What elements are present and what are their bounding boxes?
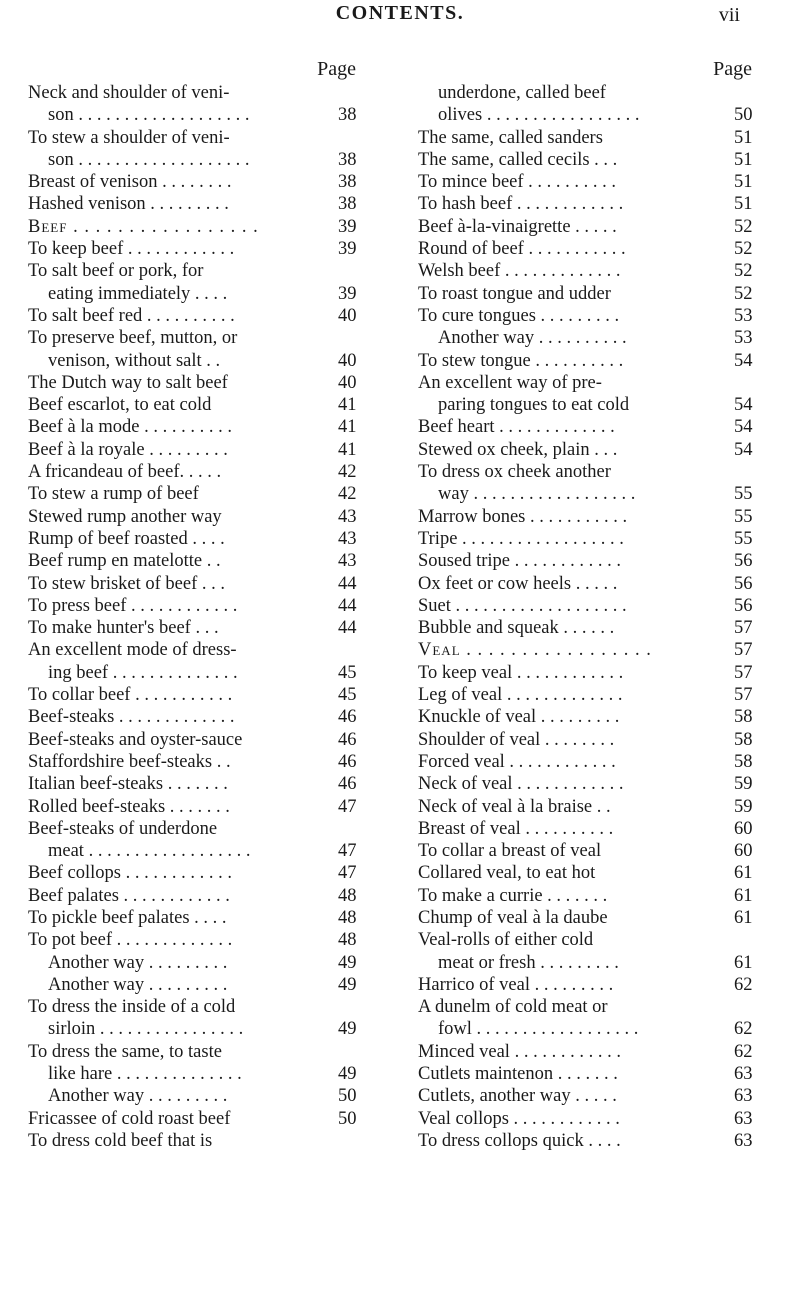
entry-page-number: 46 — [338, 707, 357, 728]
entry-page-number: 44 — [338, 595, 357, 616]
contents-entry — [28, 1108, 390, 1130]
entry-title: sirloin . . . . . . . . . . . . . . . . — [48, 1019, 244, 1040]
contents-entry — [418, 1041, 786, 1063]
entry-title: Harrico of veal . . . . . . . . . — [418, 974, 614, 995]
contents-entry — [418, 840, 786, 862]
contents-entry — [418, 394, 786, 416]
contents-entry — [28, 416, 390, 438]
entry-title: An excellent way of pre- — [418, 372, 602, 393]
entry-title: Breast of venison . . . . . . . . — [28, 172, 232, 193]
contents-entry — [28, 238, 390, 260]
entry-page-number: 58 — [734, 729, 753, 750]
contents-entry — [418, 461, 786, 483]
entry-title: The same, called sanders — [418, 127, 603, 148]
entry-title: Tripe . . . . . . . . . . . . . . . . . . — [418, 528, 624, 549]
entry-page-number: 48 — [338, 907, 357, 928]
contents-entry — [418, 483, 786, 505]
entry-title: Fricassee of cold roast beef — [28, 1108, 231, 1129]
entry-title: To stew brisket of beef . . . — [28, 573, 226, 594]
contents-entry — [28, 550, 390, 572]
entry-title: An excellent mode of dress- — [28, 640, 237, 661]
entry-title: To dress the inside of a cold — [28, 997, 236, 1018]
entry-page-number: 54 — [734, 439, 753, 460]
entry-page-number: 49 — [338, 1019, 357, 1040]
entry-page-number: 47 — [338, 863, 357, 884]
entry-title: To stew tongue . . . . . . . . . . — [418, 350, 624, 371]
entry-title: Shoulder of veal . . . . . . . . — [418, 729, 615, 750]
entry-page-number: 57 — [734, 662, 753, 683]
contents-entry — [418, 149, 786, 171]
contents-entry — [28, 974, 390, 996]
entry-page-number: 63 — [734, 1108, 753, 1129]
entry-title: son . . . . . . . . . . . . . . . . . . . — [48, 105, 250, 126]
entry-page-number: 62 — [734, 974, 753, 995]
entry-title: Collared veal, to eat hot — [418, 863, 596, 884]
entry-title: A fricandeau of beef. . . . . — [28, 462, 222, 483]
entry-title: To keep veal . . . . . . . . . . . . — [418, 662, 624, 683]
entry-title: Beef escarlot, to eat cold — [28, 395, 212, 416]
entry-title: Ox feet or cow heels . . . . . — [418, 573, 618, 594]
contents-entry — [418, 327, 786, 349]
contents-entry — [418, 193, 786, 215]
contents-entry — [418, 617, 786, 639]
entry-title: Veal-rolls of either cold — [418, 930, 594, 951]
entry-page-number: 62 — [734, 1019, 753, 1040]
entry-title: Another way . . . . . . . . . — [48, 1086, 228, 1107]
contents-entry — [418, 639, 786, 661]
entry-title: To dress cold beef that is — [28, 1130, 213, 1151]
contents-entry — [28, 350, 390, 372]
entry-title: To pickle beef palates . . . . — [28, 907, 227, 928]
entry-page-number: 62 — [734, 1041, 753, 1062]
entry-page-number: 55 — [734, 506, 753, 527]
contents-entry — [28, 506, 390, 528]
entry-page-number: 57 — [734, 685, 753, 706]
entry-title: Stewed rump another way — [28, 506, 222, 527]
entry-title: Another way . . . . . . . . . . — [438, 328, 627, 349]
entry-page-number: 45 — [338, 685, 357, 706]
contents-entry — [418, 996, 786, 1018]
entry-title: To make hunter's beef . . . — [28, 618, 219, 639]
entry-title: To salt beef or pork, for — [28, 261, 204, 282]
entry-title: Stewed ox cheek, plain . . . — [418, 439, 618, 460]
contents-entry — [418, 885, 786, 907]
entry-page-number: 63 — [734, 1130, 753, 1151]
contents-entry — [28, 1018, 390, 1040]
entry-title: To mince beef . . . . . . . . . . — [418, 172, 617, 193]
entry-title: Beef à-la-vinaigrette . . . . . — [418, 216, 617, 237]
entry-title: Neck and shoulder of veni- — [28, 83, 230, 103]
entry-page-number: 55 — [734, 528, 753, 549]
entry-title: To cure tongues . . . . . . . . . — [418, 305, 620, 326]
contents-entry — [418, 372, 786, 394]
contents-entry — [28, 528, 390, 550]
entry-title: To preserve beef, mutton, or — [28, 328, 238, 349]
page-column-heading — [28, 58, 390, 82]
entry-title: meat . . . . . . . . . . . . . . . . . . — [48, 841, 251, 862]
contents-entry — [28, 104, 390, 126]
entry-page-number: 49 — [338, 974, 357, 995]
entry-page-number: 57 — [734, 640, 753, 661]
entry-title: Beef à la royale . . . . . . . . . — [28, 439, 228, 460]
entry-title: Hashed venison . . . . . . . . . — [28, 194, 229, 215]
entry-page-number: 63 — [734, 1086, 753, 1107]
entry-title: Minced veal . . . . . . . . . . . . — [418, 1041, 621, 1062]
entry-title: underdone, called beef — [438, 83, 606, 103]
entry-title: like hare . . . . . . . . . . . . . . — [48, 1064, 242, 1085]
contents-entry — [418, 350, 786, 372]
entry-page-number: 50 — [734, 105, 753, 126]
entry-page-number: 60 — [734, 841, 753, 862]
entry-page-number: 40 — [338, 305, 357, 326]
contents-entry — [28, 372, 390, 394]
contents-entry — [28, 818, 390, 840]
entry-title: Bubble and squeak . . . . . . — [418, 618, 615, 639]
contents-entry — [418, 1085, 786, 1107]
entry-page-number: 48 — [338, 885, 357, 906]
contents-entry — [28, 216, 390, 238]
contents-entry — [418, 1108, 786, 1130]
entry-title: Beef-steaks of underdone — [28, 818, 218, 839]
entry-title: Veal collops . . . . . . . . . . . . — [418, 1108, 620, 1129]
entry-title: Neck of veal à la braise . . — [418, 796, 611, 817]
entry-title: To collar a breast of veal — [418, 841, 602, 862]
entry-title: paring tongues to eat cold — [438, 395, 630, 416]
entry-title: Rump of beef roasted . . . . — [28, 528, 225, 549]
page-header — [0, 2, 800, 26]
entry-title: Beef heart . . . . . . . . . . . . . — [418, 417, 615, 438]
contents-entry — [418, 506, 786, 528]
entry-title: Cutlets maintenon . . . . . . . — [418, 1064, 618, 1085]
contents-entry — [418, 216, 786, 238]
entry-page-number: 38 — [338, 172, 357, 193]
entry-page-number: 43 — [338, 506, 357, 527]
contents-entry — [28, 483, 390, 505]
contents-entry — [28, 729, 390, 751]
contents-entry — [28, 840, 390, 862]
entry-title: Forced veal . . . . . . . . . . . . — [418, 751, 616, 772]
entry-page-number: 56 — [734, 551, 753, 572]
entry-title: Breast of veal . . . . . . . . . . — [418, 818, 614, 839]
entry-page-number: 47 — [338, 841, 357, 862]
contents-entry — [28, 260, 390, 282]
contents-entry — [418, 550, 786, 572]
page-column-heading — [418, 58, 786, 82]
entry-page-number: 44 — [338, 573, 357, 594]
entry-title: To dress the same, to taste — [28, 1041, 222, 1062]
entry-title: To hash beef . . . . . . . . . . . . — [418, 194, 624, 215]
contents-entry — [28, 149, 390, 171]
entry-page-number: 46 — [338, 774, 357, 795]
contents-entry — [28, 1063, 390, 1085]
entry-title: olives . . . . . . . . . . . . . . . . . — [438, 105, 640, 126]
entry-title: ing beef . . . . . . . . . . . . . . — [48, 662, 238, 683]
page-heading-label: Page — [317, 58, 356, 80]
entry-page-number: 61 — [734, 885, 753, 906]
entry-page-number: 47 — [338, 796, 357, 817]
contents-entry — [418, 751, 786, 773]
contents-entry — [418, 171, 786, 193]
entry-title: meat or fresh . . . . . . . . . — [438, 952, 619, 973]
entry-page-number: 43 — [338, 528, 357, 549]
entry-page-number: 39 — [338, 283, 357, 304]
entry-page-number: 38 — [338, 149, 357, 170]
entry-title: To roast tongue and udder — [418, 283, 611, 304]
contents-entry — [28, 662, 390, 684]
contents-entry — [28, 439, 390, 461]
entry-title: Beef collops . . . . . . . . . . . . — [28, 863, 232, 884]
contents-entry — [418, 595, 786, 617]
entry-page-number: 55 — [734, 484, 753, 505]
contents-entry — [28, 595, 390, 617]
entry-list — [418, 82, 786, 1152]
contents-entry — [418, 82, 786, 104]
entry-title: To make a currie . . . . . . . — [418, 885, 608, 906]
contents-entry — [28, 706, 390, 728]
entry-list — [28, 82, 390, 1152]
entry-page-number: 54 — [734, 350, 753, 371]
entry-page-number: 41 — [338, 395, 357, 416]
entry-page-number: 56 — [734, 595, 753, 616]
entry-title: Neck of veal . . . . . . . . . . . . — [418, 774, 624, 795]
entry-page-number: 60 — [734, 818, 753, 839]
contents-entry — [418, 528, 786, 550]
contents-entry — [418, 1063, 786, 1085]
entry-page-number: 61 — [734, 907, 753, 928]
contents-entry — [418, 573, 786, 595]
contents-entry — [418, 1130, 786, 1152]
entry-title: To collar beef . . . . . . . . . . . — [28, 685, 233, 706]
entry-page-number: 61 — [734, 952, 753, 973]
contents-entry — [28, 171, 390, 193]
entry-page-number: 50 — [338, 1086, 357, 1107]
entry-title: Beef palates . . . . . . . . . . . . — [28, 885, 230, 906]
contents-entry — [28, 127, 390, 149]
entry-page-number: 56 — [734, 573, 753, 594]
entry-page-number: 38 — [338, 194, 357, 215]
entry-title: Italian beef-steaks . . . . . . . — [28, 774, 228, 795]
entry-title: Leg of veal . . . . . . . . . . . . . — [418, 685, 623, 706]
contents-entry — [28, 283, 390, 305]
contents-entry — [418, 796, 786, 818]
contents-entry — [418, 662, 786, 684]
contents-entry — [28, 617, 390, 639]
entry-title: Cutlets, another way . . . . . — [418, 1086, 617, 1107]
entry-page-number: 52 — [734, 261, 753, 282]
contents-entry — [418, 305, 786, 327]
contents-entry — [28, 639, 390, 661]
contents-entry — [418, 684, 786, 706]
entry-title: To pot beef . . . . . . . . . . . . . — [28, 930, 233, 951]
entry-page-number: 40 — [338, 372, 357, 393]
contents-column-right — [418, 58, 786, 1152]
contents-entry — [28, 796, 390, 818]
entry-title: Staffordshire beef-steaks . . — [28, 751, 231, 772]
entry-title: Beef . . . . . . . . . . . . . . . . . — [28, 216, 259, 237]
contents-entry — [28, 751, 390, 773]
contents-entry — [28, 684, 390, 706]
entry-page-number: 51 — [734, 194, 753, 215]
entry-page-number: 59 — [734, 796, 753, 817]
contents-entry — [28, 1041, 390, 1063]
entry-page-number: 57 — [734, 618, 753, 639]
entry-title: Round of beef . . . . . . . . . . . — [418, 239, 626, 260]
contents-entry — [418, 283, 786, 305]
contents-entry — [418, 1018, 786, 1040]
entry-page-number: 39 — [338, 239, 357, 260]
contents-entry — [28, 573, 390, 595]
entry-page-number: 58 — [734, 751, 753, 772]
entry-title: A dunelm of cold meat or — [418, 997, 608, 1018]
contents-entry — [28, 996, 390, 1018]
entry-page-number: 40 — [338, 350, 357, 371]
entry-page-number: 61 — [734, 863, 753, 884]
contents-entry — [418, 439, 786, 461]
entry-page-number: 52 — [734, 239, 753, 260]
contents-entry — [418, 929, 786, 951]
entry-title: Another way . . . . . . . . . — [48, 952, 228, 973]
entry-title: Beef rump en matelotte . . — [28, 551, 221, 572]
entry-page-number: 52 — [734, 283, 753, 304]
entry-page-number: 53 — [734, 328, 753, 349]
entry-title: venison, without salt . . — [48, 350, 221, 371]
entry-page-number: 51 — [734, 149, 753, 170]
entry-title: Marrow bones . . . . . . . . . . . — [418, 506, 628, 527]
contents-entry — [28, 862, 390, 884]
entry-title: eating immediately . . . . — [48, 283, 228, 304]
entry-title: Chump of veal à la daube — [418, 907, 608, 928]
entry-title: To stew a rump of beef — [28, 484, 199, 505]
contents-entry — [418, 907, 786, 929]
contents-entry — [418, 260, 786, 282]
entry-page-number: 43 — [338, 551, 357, 572]
entry-page-number: 59 — [734, 774, 753, 795]
contents-entry — [28, 1085, 390, 1107]
entry-page-number: 46 — [338, 751, 357, 772]
entry-title: way . . . . . . . . . . . . . . . . . . — [438, 484, 636, 505]
entry-title: To keep beef . . . . . . . . . . . . — [28, 239, 235, 260]
entry-title: Rolled beef-steaks . . . . . . . — [28, 796, 230, 817]
contents-entry — [418, 862, 786, 884]
entry-title: Beef-steaks . . . . . . . . . . . . . — [28, 707, 235, 728]
contents-entry — [28, 952, 390, 974]
contents-entry — [418, 974, 786, 996]
contents-entry — [418, 706, 786, 728]
entry-page-number: 41 — [338, 439, 357, 460]
entry-title: To press beef . . . . . . . . . . . . — [28, 595, 238, 616]
entry-title: To stew a shoulder of veni- — [28, 127, 230, 148]
entry-page-number: 42 — [338, 484, 357, 505]
entry-page-number: 39 — [338, 216, 357, 237]
entry-title: Beef à la mode . . . . . . . . . . — [28, 417, 232, 438]
contents-entry — [28, 82, 390, 104]
entry-page-number: 44 — [338, 618, 357, 639]
page-folio: vii — [718, 4, 740, 26]
entry-page-number: 63 — [734, 1064, 753, 1085]
contents-entry — [28, 773, 390, 795]
contents-entry — [28, 929, 390, 951]
entry-title: Soused tripe . . . . . . . . . . . . — [418, 551, 621, 572]
page-title: CONTENTS. — [335, 2, 465, 24]
entry-page-number: 52 — [734, 216, 753, 237]
contents-entry — [418, 104, 786, 126]
entry-title: The same, called cecils . . . — [418, 149, 618, 170]
entry-page-number: 42 — [338, 462, 357, 483]
entry-title: Beef-steaks and oyster-sauce — [28, 729, 243, 750]
entry-title: fowl . . . . . . . . . . . . . . . . . . — [438, 1019, 639, 1040]
contents-entry — [418, 127, 786, 149]
entry-title: Veal . . . . . . . . . . . . . . . . . — [418, 640, 652, 661]
contents-entry — [28, 885, 390, 907]
entry-page-number: 54 — [734, 417, 753, 438]
contents-column-left — [28, 58, 390, 1152]
entry-page-number: 48 — [338, 930, 357, 951]
contents-entry — [418, 729, 786, 751]
entry-title: The Dutch way to salt beef — [28, 372, 228, 393]
entry-page-number: 49 — [338, 1064, 357, 1085]
entry-title: To salt beef red . . . . . . . . . . — [28, 305, 235, 326]
contents-entry — [418, 818, 786, 840]
contents-entry — [418, 416, 786, 438]
entry-page-number: 46 — [338, 729, 357, 750]
entry-page-number: 54 — [734, 395, 753, 416]
entry-title: Another way . . . . . . . . . — [48, 974, 228, 995]
contents-entry — [418, 773, 786, 795]
entry-page-number: 51 — [734, 127, 753, 148]
page-heading-label: Page — [713, 58, 752, 80]
entry-page-number: 53 — [734, 305, 753, 326]
contents-entry — [418, 238, 786, 260]
entry-page-number: 45 — [338, 662, 357, 683]
entry-page-number: 41 — [338, 417, 357, 438]
contents-entry — [28, 327, 390, 349]
entry-page-number: 49 — [338, 952, 357, 973]
contents-entry — [28, 1130, 390, 1152]
entry-page-number: 50 — [338, 1108, 357, 1129]
entry-title: Knuckle of veal . . . . . . . . . — [418, 707, 620, 728]
entry-title: Welsh beef . . . . . . . . . . . . . — [418, 261, 621, 282]
entry-page-number: 51 — [734, 172, 753, 193]
entry-page-number: 38 — [338, 105, 357, 126]
entry-title: To dress ox cheek another — [418, 462, 611, 483]
entry-title: son . . . . . . . . . . . . . . . . . . . — [48, 149, 250, 170]
contents-entry — [418, 952, 786, 974]
entry-title: To dress collops quick . . . . — [418, 1130, 621, 1151]
contents-entry — [28, 305, 390, 327]
contents-entry — [28, 907, 390, 929]
contents-entry — [28, 461, 390, 483]
contents-entry — [28, 394, 390, 416]
contents-entry — [28, 193, 390, 215]
entry-page-number: 58 — [734, 707, 753, 728]
entry-title: Suet . . . . . . . . . . . . . . . . . . . — [418, 595, 627, 616]
